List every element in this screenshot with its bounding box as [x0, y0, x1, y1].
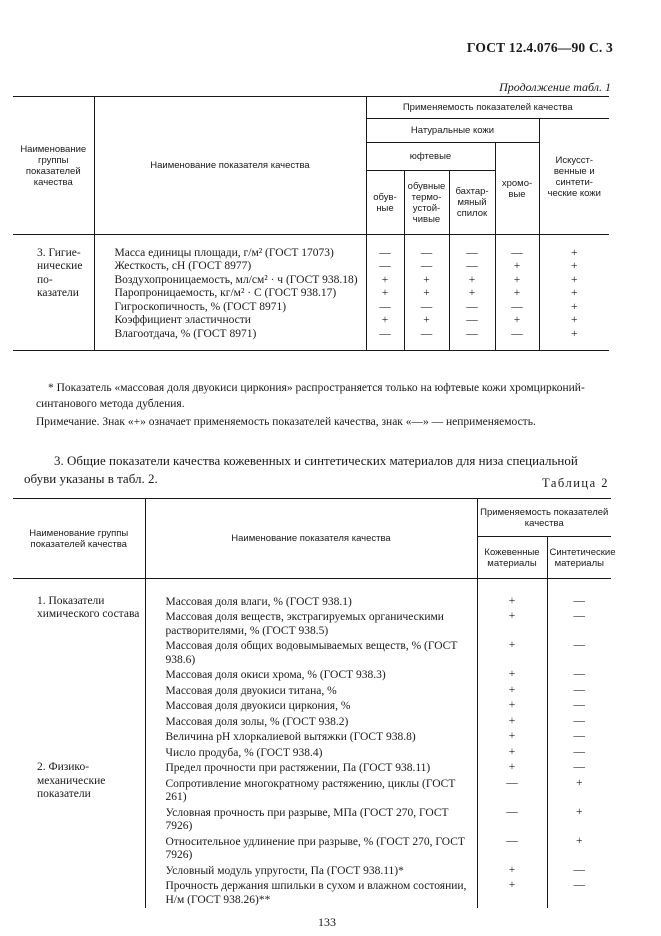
table-row — [13, 247, 609, 261]
table-row — [13, 328, 609, 342]
t1-mark: — — [404, 301, 449, 315]
table-1 — [13, 96, 609, 351]
t1-mark: + — [404, 287, 449, 301]
t2-indicator-name: Прочность держания шпильки в сухом и влажном состоянии, Н/м (ГОСТ 938.26)** — [145, 879, 477, 908]
t2-indicator-name: Условная прочность при разрыве, МПа (ГОСТ 270, ГОСТ 7926) — [145, 806, 477, 835]
t2-header-leather: Кожевенные материалы — [477, 537, 547, 579]
t1-mark: + — [366, 287, 404, 301]
t2-header-group: Наименование группы показателей качества — [13, 499, 145, 579]
t2-mark: — — [573, 730, 585, 742]
t1-mark: + — [449, 274, 495, 288]
t2-mark: + — [477, 639, 547, 668]
t1-mark: + — [495, 274, 539, 288]
t1-header-indicator: Наименование показателя качества — [94, 97, 366, 235]
t1-mark: + — [495, 260, 539, 274]
t1-mark: + — [571, 273, 578, 286]
t2-mark: — — [477, 806, 547, 835]
t2-mark: + — [477, 761, 547, 777]
t2-indicator-name: Число продуба, % (ГОСТ 938.4) — [145, 746, 477, 762]
t1-mark: — — [449, 247, 495, 261]
t1-indicator-name: Жесткость, сН (ГОСТ 8977) — [94, 260, 366, 274]
t1-mark: — — [404, 247, 449, 261]
table-row — [13, 287, 609, 301]
t2-mark: + — [477, 715, 547, 731]
t2-mark: — — [573, 594, 585, 607]
t1-mark: + — [571, 300, 578, 313]
t2-indicator-name: Величина pH хлоркалиевой вытяжки (ГОСТ 938.8) — [145, 730, 477, 746]
t2-mark: — — [573, 863, 585, 876]
t2-mark: — — [573, 699, 585, 711]
t1-indicator-name: Масса единицы площади, г/м² (ГОСТ 17073) — [94, 247, 366, 261]
t1-header-chrome: хромо-вые — [495, 143, 539, 235]
t2-mark: + — [477, 610, 547, 639]
t1-mark: — — [404, 328, 449, 342]
t1-mark: + — [495, 314, 539, 328]
table-row — [13, 314, 609, 328]
t1-mark: + — [449, 287, 495, 301]
t1-mark: — — [449, 301, 495, 315]
t1-mark: — — [449, 328, 495, 342]
note: Примечание. Знак «+» означает применяемость показателей качества, знак «—» — неприменяемость. — [36, 416, 536, 428]
t2-mark: + — [576, 805, 583, 818]
t1-mark: — — [495, 247, 539, 261]
t1-mark: — — [495, 328, 539, 342]
t2-indicator-name: Массовая доля двуокиси циркония, % — [145, 699, 477, 715]
t2-mark: + — [477, 668, 547, 684]
t1-mark: + — [495, 287, 539, 301]
t1-mark: + — [571, 260, 578, 272]
t1-header-split: бахтар-мяный спилок — [449, 171, 495, 235]
t1-mark: + — [366, 314, 404, 328]
paragraph: 3. Общие показатели качества кожевенных и синтетических материалов для низа специальной обуви указаны в табл. 2. — [24, 453, 578, 486]
t2-mark: — — [573, 761, 585, 773]
t2-mark: + — [477, 595, 547, 611]
t2-mark: — — [573, 879, 585, 891]
page-number: 133 — [318, 915, 336, 929]
t1-group-label: 3. Гигие-нические по-казатели — [13, 247, 94, 342]
t2-mark: — — [573, 610, 585, 622]
t1-mark: + — [404, 314, 449, 328]
t2-mark: — — [573, 745, 585, 758]
t1-mark: + — [571, 327, 578, 340]
t2-mark: — — [573, 714, 585, 727]
t2-mark: + — [477, 864, 547, 880]
table-row — [13, 301, 609, 315]
t2-header-synthetic: Синтетические материалы — [547, 537, 611, 579]
t2-mark: — — [477, 777, 547, 806]
table-2 — [13, 498, 616, 908]
t1-header-natural: Натуральные кожи — [366, 119, 539, 143]
t1-mark: — — [366, 301, 404, 315]
t2-indicator-name: Массовая доля золы, % (ГОСТ 938.2) — [145, 715, 477, 731]
t2-mark: + — [576, 834, 583, 847]
t1-mark: — — [449, 260, 495, 274]
t2-indicator-name: Массовая доля влаги, % (ГОСТ 938.1) — [145, 595, 477, 611]
footnote: * Показатель «массовая доля двуокиси циркония» распространяется только на юфтевые кожи хромцирконий-синтанового метода дубления. — [36, 382, 585, 410]
table-row — [13, 274, 609, 288]
t2-mark: — — [573, 683, 585, 696]
t2-mark: — — [573, 668, 585, 680]
t1-header-applicability: Применяемость показателей качества — [366, 97, 609, 119]
t1-mark: + — [404, 274, 449, 288]
t2-indicator-name: Условный модуль упругости, Па (ГОСТ 938.11)* — [145, 864, 477, 880]
table-2-caption: Таблица 2 — [542, 476, 609, 490]
t2-mark: — — [573, 639, 585, 651]
table-row — [13, 260, 609, 274]
t1-header-synthetic: Искусст-венные и синтети-ческие кожи — [539, 119, 609, 235]
t2-group-chemical: 1. Показатели химического состава — [13, 595, 145, 762]
t1-mark: + — [571, 314, 578, 326]
t1-mark: — — [495, 301, 539, 315]
t2-header-indicator: Наименование показателя качества — [145, 499, 477, 579]
t2-mark: — — [477, 835, 547, 864]
t2-indicator-name: Предел прочности при растяжении, Па (ГОСТ 938.11) — [145, 761, 477, 777]
t2-mark: + — [477, 879, 547, 908]
t2-header-applicability: Применяемость показателей качества — [477, 499, 611, 537]
page-header: ГОСТ 12.4.076—90 С. 3 — [466, 40, 613, 55]
t1-mark: — — [366, 328, 404, 342]
t2-indicator-name: Сопротивление многократному растяжению, циклы (ГОСТ 261) — [145, 777, 477, 806]
t1-mark: — — [404, 260, 449, 274]
table-row — [13, 761, 611, 777]
t1-indicator-name: Воздухопроницаемость, мл/см² · ч (ГОСТ 938.18) — [94, 274, 366, 288]
t1-mark: — — [449, 314, 495, 328]
t2-mark: + — [477, 684, 547, 700]
t1-mark: + — [366, 274, 404, 288]
t1-mark: + — [571, 287, 578, 299]
t2-indicator-name: Относительное удлинение при разрыве, % (ГОСТ 270, ГОСТ 7926) — [145, 835, 477, 864]
t2-indicator-name: Массовая доля общих водовымываемых веществ, % (ГОСТ 938.6) — [145, 639, 477, 668]
t1-indicator-name: Коэффициент эластичности — [94, 314, 366, 328]
t2-mark: + — [477, 699, 547, 715]
table-continuation-label: Продолжение табл. 1 — [499, 80, 611, 94]
t1-header-group: Наименование группы показателей качества — [13, 97, 94, 235]
table-row — [13, 595, 611, 611]
t2-mark: + — [477, 730, 547, 746]
t2-group-physmech: 2. Физико-механические показатели — [13, 761, 145, 908]
t1-indicator-name: Гигроскопичность, % (ГОСТ 8971) — [94, 301, 366, 315]
t2-mark: + — [576, 776, 583, 789]
t1-indicator-name: Влагоотдача, % (ГОСТ 8971) — [94, 328, 366, 342]
t2-indicator-name: Массовая доля окиси хрома, % (ГОСТ 938.3) — [145, 668, 477, 684]
t1-mark: — — [366, 260, 404, 274]
t1-indicator-name: Паропроницаемость, кг/м² · С (ГОСТ 938.17) — [94, 287, 366, 301]
t2-indicator-name: Массовая доля веществ, экстрагируемых органическими растворителями, % (ГОСТ 938.5) — [145, 610, 477, 639]
t1-header-yuft: юфтевые — [366, 143, 495, 171]
t1-mark: + — [571, 246, 578, 259]
t1-header-shoe: обув-ные — [366, 171, 404, 235]
t2-mark: + — [477, 746, 547, 762]
t1-mark: — — [366, 247, 404, 261]
t2-indicator-name: Массовая доля двуокиси титана, % — [145, 684, 477, 700]
t1-header-shoe-thermo: обувные термо-устой-чивые — [404, 171, 449, 235]
